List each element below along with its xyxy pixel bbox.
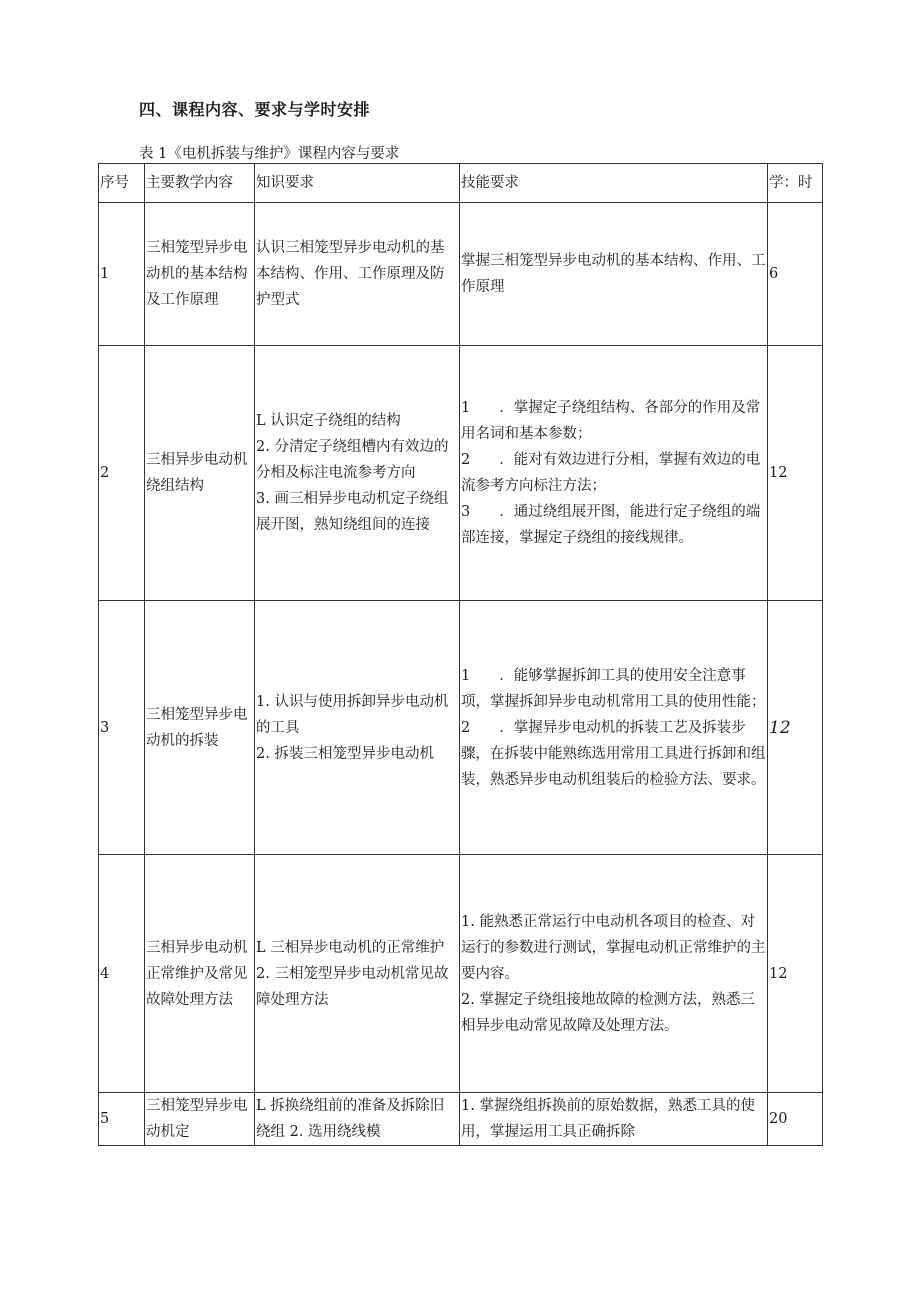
knowledge-line: 2. 拆装三相笼型异步电动机 xyxy=(256,745,434,762)
row-hours: 12 xyxy=(768,601,823,855)
row-skill xyxy=(460,346,768,601)
table-row xyxy=(99,855,823,1093)
row-skill xyxy=(460,855,768,1093)
header-hours: 学：时 xyxy=(768,164,823,203)
row-content: 三相笼型异步电动机的拆装 xyxy=(145,601,255,855)
row-hours: 12 xyxy=(768,855,823,1093)
row-skill: 掌握三相笼型异步电动机的基本结构、作用、工作原理 xyxy=(460,203,768,346)
skill-line: 1 ．能够掌握拆卸工具的使用安全注意事项，掌握拆卸异步电动机常用工具的使用性能； xyxy=(461,667,766,710)
table-header-row xyxy=(99,164,823,203)
table-row xyxy=(99,346,823,601)
section-heading: 四、课程内容、要求与学时安排 xyxy=(139,100,371,119)
row-hours: 6 xyxy=(768,203,823,346)
row-knowledge xyxy=(255,855,460,1093)
row-index: 5 xyxy=(99,1093,145,1146)
skill-line: 2 ．能对有效边进行分相，掌握有效边的电流参考方向标注方法； xyxy=(461,452,761,494)
row-knowledge: 认识三相笼型异步电动机的基本结构、作用、工作原理及防护型式 xyxy=(255,203,460,346)
table-row xyxy=(99,601,823,855)
skill-line: 1 ．掌握定子绕组结构、各部分的作用及常用名词和基本参数； xyxy=(461,400,761,442)
knowledge-line: L 认识定子绕组的结构 xyxy=(256,413,401,429)
row-knowledge xyxy=(255,346,460,601)
row-content: 三相笼型异步电动机定 xyxy=(145,1093,255,1146)
row-knowledge xyxy=(255,601,460,855)
course-content-table xyxy=(98,163,823,1146)
skill-line: 3 ．通过绕组展开图，能进行定子绕组的端部连接，掌握定子绕组的接线规律。 xyxy=(461,504,761,546)
skill-line: 1. 能熟悉正常运行中电动机各项目的检查、对运行的参数进行测试，掌握电动机正常维护的主要内容。 xyxy=(461,913,766,982)
table-caption: 表 1《电机拆装与维护》课程内容与要求 xyxy=(139,146,400,162)
table-row xyxy=(99,1093,823,1146)
row-content: 三相笼型异步电动机的基本结构及工作原理 xyxy=(145,203,255,346)
row-hours: 12 xyxy=(768,346,823,601)
table-row xyxy=(99,203,823,346)
row-skill xyxy=(460,601,768,855)
knowledge-line: 2. 分清定子绕组槽内有效边的分相及标注电流参考方向 xyxy=(256,439,449,481)
knowledge-line: 1. 认识与使用拆卸异步电动机的工具 xyxy=(256,693,449,736)
knowledge-line: 3. 画三相异步电动机定子绕组展开图，熟知绕组间的连接 xyxy=(256,491,449,533)
knowledge-line: L 三相异步电动机的正常维护 xyxy=(256,939,445,956)
row-index: 3 xyxy=(99,601,145,855)
header-index: 序号 xyxy=(99,164,145,203)
header-knowledge: 知识要求 xyxy=(255,164,460,203)
row-index: 2 xyxy=(99,346,145,601)
row-knowledge: L 拆换绕组前的准备及拆除旧绕组 2. 选用绕线模 xyxy=(255,1093,460,1146)
row-hours: 20 xyxy=(768,1093,823,1146)
skill-line: 2. 掌握定子绕组接地故障的检测方法，熟悉三相异步电动常见故障及处理方法。 xyxy=(461,991,755,1034)
row-index: 1 xyxy=(99,203,145,346)
header-content: 主要教学内容 xyxy=(145,164,255,203)
header-skill: 技能要求 xyxy=(460,164,768,203)
skill-line: 2 ．掌握异步电动机的拆装工艺及拆装步骤，在拆装中能熟练选用常用工具进行拆卸和组装，熟悉异步电动机组装后的检验方法、要求。 xyxy=(461,719,766,788)
row-content: 三相异步电动机正常维护及常见故障处理方法 xyxy=(145,855,255,1093)
knowledge-line: 2. 三相笼型异步电动机常见故障处理方法 xyxy=(256,965,449,1008)
row-skill: 1. 掌握绕组拆换前的原始数据，熟悉工具的使用，掌握运用工具正确拆除 xyxy=(460,1093,768,1146)
row-index: 4 xyxy=(99,855,145,1093)
row-content: 三相异步电动机绕组结构 xyxy=(145,346,255,601)
